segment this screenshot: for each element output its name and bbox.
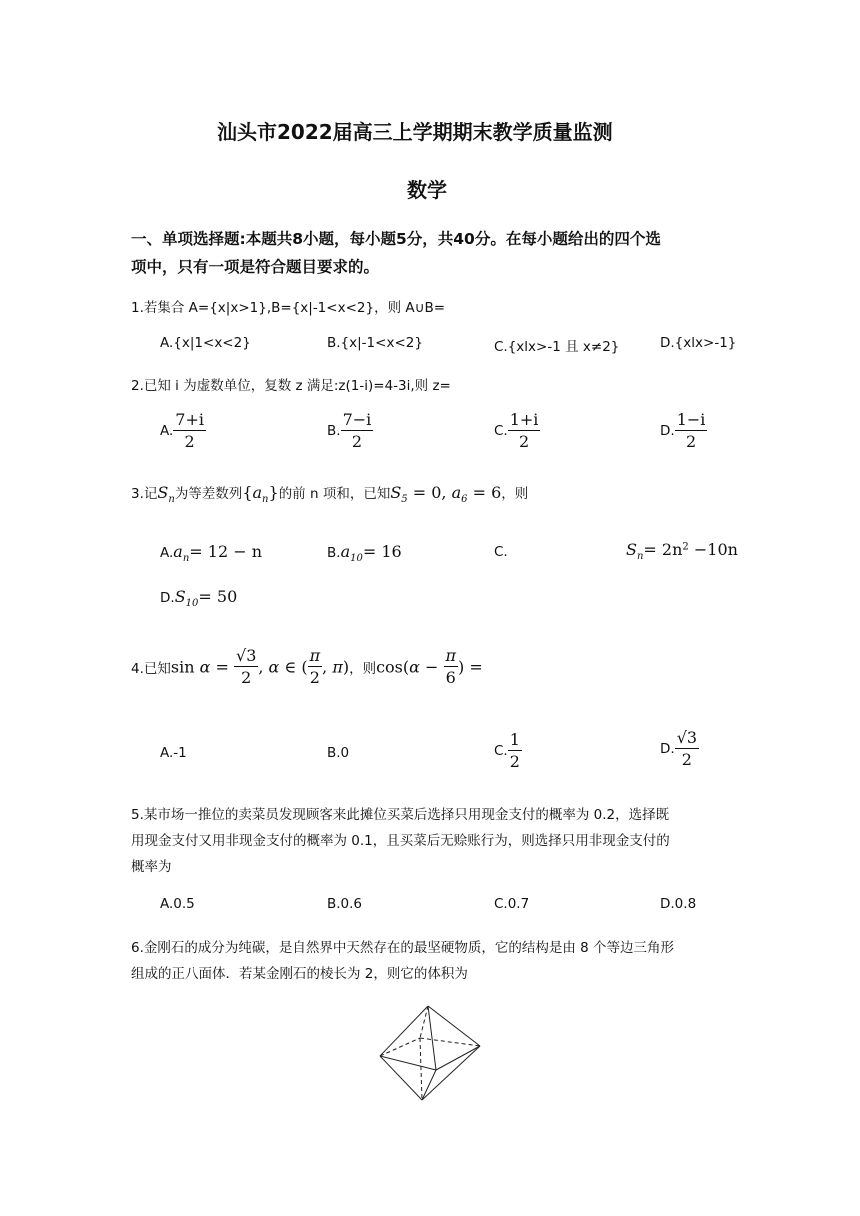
question-2-stem: 2.已知 i 为虚数单位，复数 z 满足:z(1-i)=4-3i,则 z= — [131, 378, 451, 394]
page-title: 汕头市2022届高三上学期期末教学质量监测 — [217, 120, 613, 144]
question-1-option-a: A.{x|1<x<2} — [160, 335, 251, 351]
question-5-option-b: B.0.6 — [327, 896, 363, 912]
fraction: $\frac{7+i}{2}$ — [175, 410, 204, 451]
question-3-option-b: $B.a_{10}= 16$ — [327, 542, 402, 565]
question-4-stem: 4.已知sin α = $\frac{√3}{2}$ , α ∈ ( $\frac{\pi}{2}$ , π)，则cos(α − $\frac{\pi}{6}$ ) = — [131, 646, 483, 687]
question-1-option-b: B.{x|-1<x<2} — [327, 335, 423, 351]
octahedron-hidden-edge — [420, 1038, 422, 1100]
fraction: $\frac{\pi}{6}$ — [445, 646, 457, 687]
question-1-option-d: D.{xlx>-1} — [660, 335, 737, 351]
octahedron-edge — [380, 1056, 436, 1070]
fraction: $\frac{1}{2}$ — [509, 730, 520, 771]
question-4-option-b: B.0 — [327, 745, 350, 761]
question-2-option-d: D. $\frac{1-i}{2}$ — [660, 410, 706, 451]
question-5-option-c: C.0.7 — [494, 896, 530, 912]
question-6-line2: 组成的正八面体．若某金刚石的棱长为 2，则它的体积为 — [131, 966, 468, 982]
fraction: $\frac{√3}{2}$ — [236, 646, 257, 687]
fraction: $\frac{1+i}{2}$ — [509, 410, 539, 451]
octahedron-edge — [422, 1070, 436, 1100]
question-3-option-d: $D.S_{10}= 50$ — [160, 587, 238, 610]
question-5-option-d: D.0.8 — [660, 896, 697, 912]
question-2-option-b: B. $\frac{7-i}{2}$ — [327, 410, 372, 451]
section-heading-line1: 一、单项选择题:本题共8小题，每小题5分，共40分。在每小题给出的四个选 — [131, 230, 661, 248]
fraction: $\frac{√3}{2}$ — [676, 728, 698, 769]
fraction: $\frac{1-i}{2}$ — [676, 410, 706, 451]
question-5-line2: 用现金支付又用非现金支付的概率为 0.1，且买菜后无赊账行为，则选择只用非现金支付的 — [131, 833, 670, 849]
question-5-line3: 概率为 — [131, 859, 172, 875]
octahedron-figure — [372, 1002, 488, 1106]
question-5-option-a: A.0.5 — [160, 896, 195, 912]
subject-title: 数学 — [407, 178, 447, 202]
question-4-option-a: A.-1 — [160, 745, 187, 761]
question-3-option-c-label: C. — [494, 544, 508, 560]
question-1-option-c: C.{xlx>-1 且 x≠2} — [494, 339, 620, 355]
question-4-option-d: D. $\frac{√3}{2}$ — [660, 728, 698, 769]
question-5-line1: 5.某市场一推位的卖菜员发现顾客来此摊位买菜后选择只用现金支付的概率为 0.2，选择既 — [131, 807, 670, 823]
octahedron-edge — [428, 1006, 436, 1070]
question-2-option-a: A. $\frac{7+i}{2}$ — [160, 410, 204, 451]
question-1-stem: 1.若集合 A={x|x>1},B={x|-1<x<2}，则 A∪B= — [131, 300, 446, 316]
octahedron-edge — [380, 1056, 422, 1100]
question-3-option-a: $A.a_n= 12 - n$ — [160, 542, 263, 565]
question-6-line1: 6.金刚石的成分为纯碳，是自然界中天然存在的最坚硬物质，它的结构是由 8 个等边三角形 — [131, 940, 675, 956]
question-2-option-c: C. $\frac{1+i}{2}$ — [494, 410, 539, 451]
octahedron-hidden-edge — [380, 1038, 420, 1056]
fraction: $\frac{7-i}{2}$ — [342, 410, 372, 451]
question-3-option-c: $S_n= 2n^2 -10n$ — [626, 540, 738, 563]
octahedron-edge — [422, 1046, 480, 1100]
question-3-stem: 3.记$S_n$为等差数列$\{a_n\}$的前 n 项和，已知$S_5 = 0$, $a_6 = 6$，则 — [131, 483, 529, 506]
question-4-option-c: C. $\frac{1}{2}$ — [494, 730, 520, 771]
section-heading-line2: 项中，只有一项是符合题目要求的。 — [131, 258, 380, 276]
fraction: $\frac{\pi}{2}$ — [309, 646, 321, 687]
